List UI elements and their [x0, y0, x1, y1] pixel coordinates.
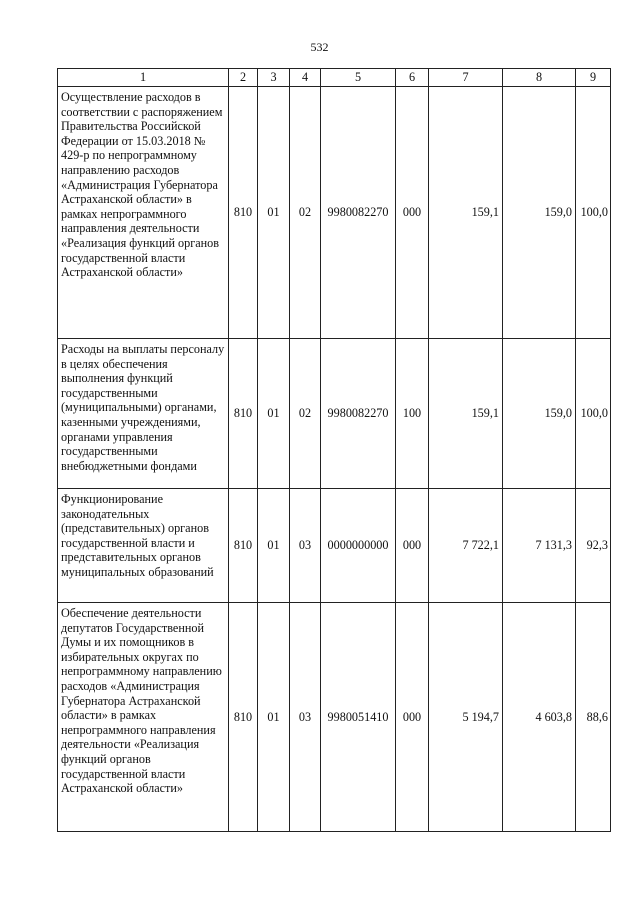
cell-col-6: 000: [396, 603, 429, 832]
cell-col-8: 159,0: [503, 87, 576, 339]
cell-col-4: 02: [290, 87, 321, 339]
cell-col-5: 9980051410: [321, 603, 396, 832]
cell-col-2: 810: [229, 603, 258, 832]
cell-col-8: 159,0: [503, 339, 576, 489]
page-number: 532: [310, 40, 329, 54]
cell-col-6: 000: [396, 489, 429, 603]
cell-col-4: 03: [290, 603, 321, 832]
cell-col-4: 03: [290, 489, 321, 603]
col-header-8: 8: [503, 69, 576, 87]
cell-col-3: 01: [258, 87, 290, 339]
cell-col-8: 4 603,8: [503, 603, 576, 832]
header-row: [58, 69, 611, 87]
cell-col-7: 159,1: [429, 87, 503, 339]
row-description: Обеспечение деятельности депутатов Государственной Думы и их помощников в избирательных округах по непрограммному направлению расходов «Администрация Губернатора Астраханской области» в рамках непрограммного направления деятельности «Реализация функций органов государственной власти Астраханской области»: [58, 603, 229, 832]
cell-col-5: 9980082270: [321, 339, 396, 489]
cell-col-3: 01: [258, 603, 290, 832]
cell-col-9: 92,3: [576, 489, 611, 603]
cell-col-3: 01: [258, 339, 290, 489]
col-header-2: 2: [229, 69, 258, 87]
cell-col-6: 100: [396, 339, 429, 489]
cell-col-2: 810: [229, 87, 258, 339]
table-row: [58, 603, 611, 832]
cell-col-9: 88,6: [576, 603, 611, 832]
cell-col-9: 100,0: [576, 339, 611, 489]
col-header-7: 7: [429, 69, 503, 87]
table-row: [58, 87, 611, 339]
table-row: [58, 339, 611, 489]
col-header-1: 1: [58, 69, 229, 87]
cell-col-9: 100,0: [576, 87, 611, 339]
table-row: [58, 489, 611, 603]
cell-col-6: 000: [396, 87, 429, 339]
cell-col-5: 9980082270: [321, 87, 396, 339]
row-description: Функционирование законодательных (представительных) органов государственной власти и представительных органов муниципальных образований: [58, 489, 229, 603]
row-description: Расходы на выплаты персоналу в целях обеспечения выполнения функций государственными (муниципальными) органами, казенными учреждениями, органами управления государственными внебюджетными фондами: [58, 339, 229, 489]
col-header-4: 4: [290, 69, 321, 87]
col-header-3: 3: [258, 69, 290, 87]
cell-col-2: 810: [229, 489, 258, 603]
cell-col-3: 01: [258, 489, 290, 603]
row-description: Осуществление расходов в соответствии с распоряжением Правительства Российской Федерации от 15.03.2018 № 429-р по непрограммному направлению расходов «Администрация Губернатора Астраханской области» в рамках непрограммного направления деятельности «Реализация функций органов государственной власти Астраханской области»: [58, 87, 229, 339]
cell-col-7: 159,1: [429, 339, 503, 489]
cell-col-7: 5 194,7: [429, 603, 503, 832]
cell-col-7: 7 722,1: [429, 489, 503, 603]
cell-col-5: 0000000000: [321, 489, 396, 603]
cell-col-4: 02: [290, 339, 321, 489]
col-header-5: 5: [321, 69, 396, 87]
cell-col-8: 7 131,3: [503, 489, 576, 603]
budget-table: [57, 68, 611, 832]
cell-col-2: 810: [229, 339, 258, 489]
col-header-9: 9: [576, 69, 611, 87]
col-header-6: 6: [396, 69, 429, 87]
